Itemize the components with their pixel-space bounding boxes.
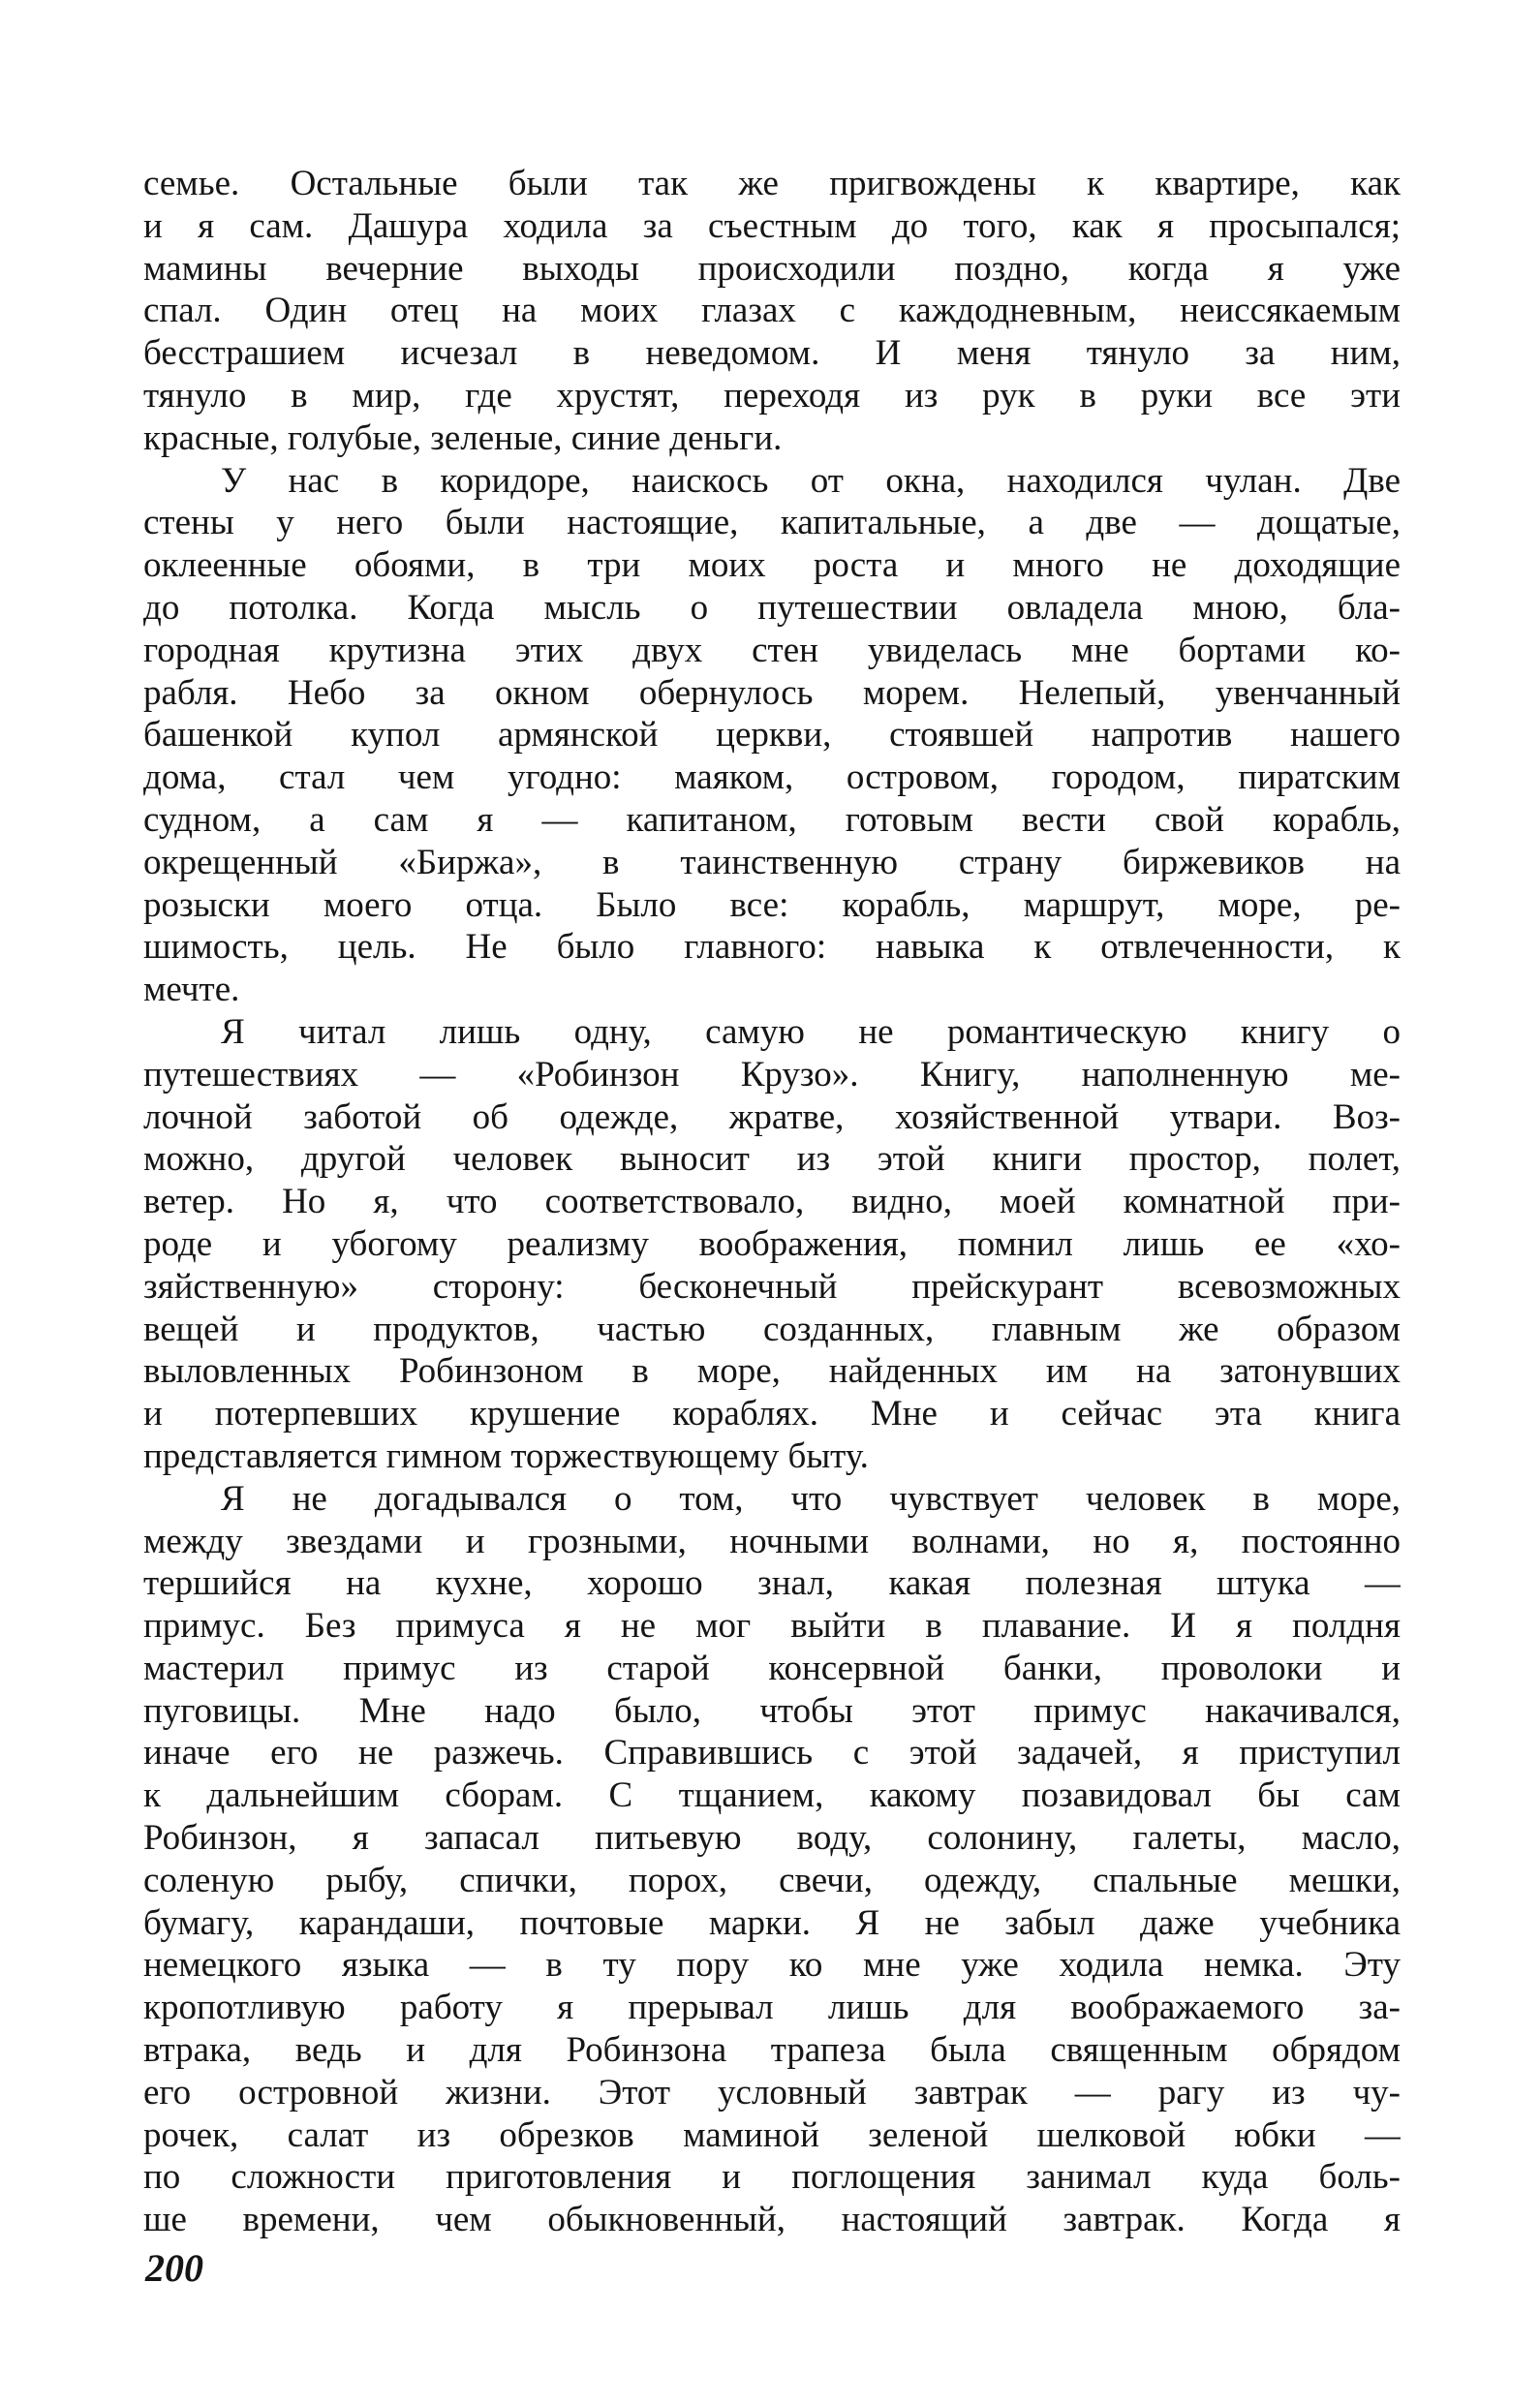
- text-line: зяйственную» сторону: бесконечный прейскурант всевозможных: [143, 1266, 1401, 1307]
- text-line: рочек, салат из обрезков маминой зеленой шелковой юбки —: [143, 2114, 1401, 2155]
- text-line: по сложности приготовления и поглощения занимал куда боль-: [143, 2157, 1401, 2198]
- text-line: представляется гимном торжествующему быту.: [143, 1435, 869, 1476]
- paragraph: [143, 163, 1401, 460]
- text-line: судном, а сам я — капитаном, готовым вести свой корабль,: [143, 799, 1401, 840]
- text-line: шимость, цель. Не было главного: навыка к отвлеченности, к: [143, 927, 1401, 968]
- text-line: оклеенные обоями, в три моих роста и много не доходящие: [143, 545, 1401, 586]
- text-line: У нас в коридоре, наискось от окна, находился чулан. Две: [221, 460, 1401, 501]
- text-line: роде и убогому реализму воображения, помнил лишь ее «хо-: [143, 1223, 1401, 1264]
- text-line: семье. Остальные были так же пригвождены к квартире, как: [143, 164, 1401, 203]
- text-line: и потерпевших крушение кораблях. Мне и сейчас эта книга: [143, 1394, 1401, 1434]
- text-line: тершийся на кухне, хорошо знал, какая полезная штука —: [143, 1563, 1401, 1604]
- paragraph: [143, 1011, 1401, 1478]
- text-line: пуговицы. Мне надо было, чтобы этот примус накачивался,: [143, 1690, 1401, 1731]
- text-line: примус. Без примуса я не мог выйти в плавание. И я полдня: [143, 1606, 1401, 1647]
- text-line: мамины вечерние выходы происходили поздно, когда я уже: [143, 248, 1401, 289]
- text-line: между звездами и грозными, ночными волнами, но я, постоянно: [143, 1521, 1401, 1561]
- text-line: Я не догадывался о том, что чувствует человек в море,: [221, 1478, 1401, 1519]
- text-line: лочной заботой об одежде, жратве, хозяйственной утвари. Воз-: [143, 1096, 1401, 1137]
- text-line: можно, другой человек выносит из этой книги простор, полет,: [143, 1139, 1401, 1180]
- paragraph: [143, 460, 1401, 1011]
- text-line: ше времени, чем обыкновенный, настоящий завтрак. Когда я: [143, 2200, 1401, 2240]
- text-line: башенкой купол армянской церкви, стоявшей напротив нашего: [143, 715, 1401, 756]
- text-line: путешествиях — «Робинзон Крузо». Книгу, наполненную ме-: [143, 1054, 1401, 1095]
- text-line: городная крутизна этих двух стен увиделась мне бортами ко-: [143, 630, 1401, 670]
- text-line: до потолка. Когда мысль о путешествии овладела мною, бла-: [143, 587, 1401, 628]
- text-line: рабля. Небо за окном обернулось морем. Нелепый, увенчанный: [143, 672, 1401, 713]
- text-line: его островной жизни. Этот условный завтрак — рагу из чу-: [143, 2072, 1401, 2113]
- text-line: мастерил примус из старой консервной банки, проволоки и: [143, 1648, 1401, 1688]
- text-line: Я читал лишь одну, самую не романтическую книгу о: [221, 1011, 1401, 1052]
- text-line: втрака, ведь и для Робинзона трапеза была священным обрядом: [143, 2030, 1401, 2071]
- text-line: тянуло в мир, где хрустят, переходя из рук в руки все эти: [143, 375, 1401, 416]
- text-line: немецкого языка — в ту пору ко мне уже ходила немка. Эту: [143, 1945, 1401, 1986]
- page-number: 200: [145, 2246, 203, 2290]
- text-line: бумагу, карандаши, почтовые марки. Я не забыл даже учебника: [143, 1902, 1401, 1943]
- text-line: Робинзон, я запасал питьевую воду, солонину, галеты, масло,: [143, 1818, 1401, 1859]
- text-line: спал. Один отец на моих глазах с каждодневным, неиссякаемым: [143, 291, 1401, 331]
- text-line: ветер. Но я, что соответствовало, видно, моей комнатной при-: [143, 1182, 1401, 1222]
- text-line: иначе его не разжечь. Справившись с этой задачей, я приступил: [143, 1733, 1401, 1774]
- text-line: кропотливую работу я прерывал лишь для воображаемого за-: [143, 1988, 1401, 2028]
- text-line: к дальнейшим сборам. С тщанием, какому позавидовал бы сам: [143, 1775, 1401, 1816]
- text-line: соленую рыбу, спички, порох, свечи, одежду, спальные мешки,: [143, 1860, 1401, 1900]
- paragraph: [143, 1478, 1401, 2241]
- text-line: стены у него были настоящие, капитальные, а две — дощатые,: [143, 503, 1401, 543]
- text-line: и я сам. Дашура ходила за съестным до того, как я просыпался;: [143, 205, 1401, 246]
- text-line: мечте.: [143, 970, 240, 1010]
- text-line: выловленных Робинзоном в море, найденных им на затонувших: [143, 1351, 1401, 1392]
- text-line: розыски моего отца. Было все: корабль, маршрут, море, ре-: [143, 884, 1401, 925]
- text-line: бесстрашием исчезал в неведомом. И меня тянуло за ним,: [143, 333, 1401, 374]
- text-line: дома, стал чем угодно: маяком, островом, городом, пиратским: [143, 757, 1401, 798]
- text-line: вещей и продуктов, частью созданных, главным же образом: [143, 1309, 1401, 1349]
- text-line: красные, голубые, зеленые, синие деньги.: [143, 417, 783, 458]
- page-text: [143, 163, 1401, 2241]
- text-line: окрещенный «Биржа», в таинственную страну биржевиков на: [143, 842, 1401, 882]
